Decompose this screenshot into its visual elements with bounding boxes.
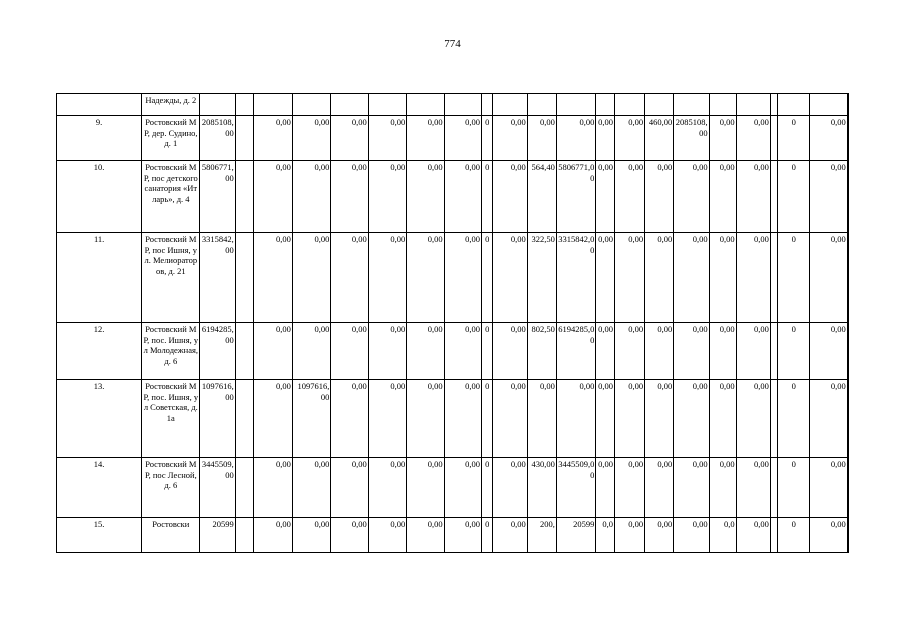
address-cell: Ростовский МР, дер. Судино, д. 1 (142, 116, 200, 161)
value-cell: 0,00 (493, 380, 527, 458)
value-cell: 0,00 (615, 380, 645, 458)
value-cell (235, 233, 254, 323)
value-cell: 0,00 (407, 161, 444, 233)
value-cell: 0,00 (368, 323, 406, 380)
value-cell (674, 94, 709, 116)
value-cell (444, 94, 481, 116)
row-number: 9. (57, 116, 142, 161)
value-cell: 0,00 (615, 323, 645, 380)
value-cell: 0 (482, 161, 493, 233)
value-cell: 0,00 (331, 518, 368, 553)
value-cell: 0,00 (444, 116, 481, 161)
value-cell: 0,00 (407, 380, 444, 458)
page-number: 774 (444, 38, 461, 50)
table-row (57, 161, 849, 233)
value-cell: 0,00 (810, 518, 847, 553)
value-cell: 0,00 (493, 233, 527, 323)
data-table (56, 93, 849, 553)
value-cell: 1097616,00 (292, 380, 330, 458)
value-cell: 0,00 (331, 233, 368, 323)
address-cell: Ростовский МР, пос детского санатория «Итларь», д. 4 (142, 161, 200, 233)
value-cell: 0,00 (736, 380, 770, 458)
table-row (57, 116, 849, 161)
value-cell: 0,00 (709, 323, 736, 380)
value-cell: 0,00 (444, 458, 481, 518)
value-cell: 0,00 (292, 161, 330, 233)
value-cell (645, 94, 674, 116)
value-cell: 200, (527, 518, 556, 553)
value-cell: 0,00 (368, 161, 406, 233)
value-cell (847, 518, 848, 553)
value-cell: 0,00 (292, 323, 330, 380)
value-cell: 0,00 (493, 518, 527, 553)
value-cell: 0,00 (596, 323, 615, 380)
value-cell: 0,00 (810, 323, 847, 380)
value-cell: 0,00 (254, 458, 292, 518)
value-cell: 0,00 (810, 116, 847, 161)
value-cell: 20599 (200, 518, 235, 553)
value-cell (709, 94, 736, 116)
value-cell: 0,00 (331, 116, 368, 161)
value-cell: 3445509,00 (556, 458, 595, 518)
value-cell: 322,50 (527, 233, 556, 323)
value-cell: 0,00 (736, 323, 770, 380)
row-number (57, 94, 142, 116)
value-cell: 0,00 (254, 116, 292, 161)
value-cell: 802,50 (527, 323, 556, 380)
value-cell: 0,00 (331, 380, 368, 458)
value-cell (235, 380, 254, 458)
value-cell: 0,00 (407, 518, 444, 553)
value-cell: 0,00 (527, 116, 556, 161)
value-cell: 0,00 (674, 323, 709, 380)
value-cell (847, 161, 848, 233)
value-cell: 0,00 (407, 458, 444, 518)
value-cell: 3315842,00 (556, 233, 595, 323)
value-cell (235, 323, 254, 380)
value-cell: 2085108,00 (674, 116, 709, 161)
value-cell: 0,00 (292, 458, 330, 518)
value-cell (235, 161, 254, 233)
value-cell: 3315842,00 (200, 233, 235, 323)
value-cell: 0,00 (709, 458, 736, 518)
value-cell: 0,00 (444, 323, 481, 380)
value-cell: 0,00 (368, 380, 406, 458)
table-row (57, 233, 849, 323)
value-cell: 0 (778, 518, 810, 553)
table-row (57, 518, 849, 553)
table-row (57, 380, 849, 458)
value-cell: 0,00 (368, 518, 406, 553)
value-cell (770, 380, 777, 458)
value-cell: 0,00 (556, 116, 595, 161)
value-cell: 0 (482, 116, 493, 161)
value-cell (847, 116, 848, 161)
row-number: 15. (57, 518, 142, 553)
value-cell: 0,00 (331, 161, 368, 233)
value-cell (482, 94, 493, 116)
value-cell: 3445509,00 (200, 458, 235, 518)
address-cell: Ростовский МР, пос Ишня, ул. Мелиораторов, д. 21 (142, 233, 200, 323)
value-cell: 0,00 (368, 116, 406, 161)
value-cell: 0 (778, 323, 810, 380)
value-cell: 0 (778, 458, 810, 518)
value-cell (235, 116, 254, 161)
value-cell (493, 94, 527, 116)
value-cell (847, 458, 848, 518)
value-cell: 0,00 (810, 380, 847, 458)
value-cell: 0,00 (736, 116, 770, 161)
value-cell (368, 94, 406, 116)
value-cell (770, 233, 777, 323)
value-cell: 0,00 (368, 458, 406, 518)
value-cell: 0,00 (493, 458, 527, 518)
address-cell: Надежды, д. 2 (142, 94, 200, 116)
value-cell: 0,00 (407, 233, 444, 323)
value-cell (770, 161, 777, 233)
value-cell: 0,00 (674, 380, 709, 458)
value-cell: 0,00 (493, 161, 527, 233)
address-cell: Ростовский МР, пос. Ишня, ул Советская, д. 1а (142, 380, 200, 458)
value-cell: 0,00 (674, 161, 709, 233)
value-cell (596, 94, 615, 116)
value-cell (847, 94, 848, 116)
value-cell: 0,00 (368, 233, 406, 323)
table-row (57, 323, 849, 380)
value-cell (200, 94, 235, 116)
value-cell: 5806771,00 (556, 161, 595, 233)
value-cell: 0,00 (292, 233, 330, 323)
value-cell (770, 116, 777, 161)
value-cell: 0 (778, 161, 810, 233)
row-number: 10. (57, 161, 142, 233)
value-cell: 1097616,00 (200, 380, 235, 458)
value-cell (615, 94, 645, 116)
value-cell: 0 (482, 458, 493, 518)
value-cell: 0,00 (596, 161, 615, 233)
table-row (57, 94, 849, 116)
value-cell: 0,00 (645, 380, 674, 458)
value-cell: 0,00 (615, 233, 645, 323)
value-cell: 0,00 (596, 458, 615, 518)
value-cell: 0,00 (527, 380, 556, 458)
value-cell: 0,00 (292, 518, 330, 553)
value-cell (331, 94, 368, 116)
value-cell: 0,00 (444, 161, 481, 233)
value-cell: 0,00 (407, 323, 444, 380)
value-cell: 0 (482, 380, 493, 458)
value-cell: 0,00 (493, 323, 527, 380)
value-cell (810, 94, 847, 116)
value-cell: 430,00 (527, 458, 556, 518)
value-cell: 0,00 (596, 116, 615, 161)
value-cell: 0 (482, 233, 493, 323)
value-cell: 0,00 (556, 380, 595, 458)
value-cell: 0,00 (292, 116, 330, 161)
value-cell: 0,00 (596, 233, 615, 323)
row-number: 11. (57, 233, 142, 323)
value-cell: 0,00 (444, 380, 481, 458)
value-cell: 0,00 (444, 233, 481, 323)
value-cell: 2085108,00 (200, 116, 235, 161)
value-cell: 0,00 (674, 458, 709, 518)
value-cell: 0,00 (810, 233, 847, 323)
value-cell (407, 94, 444, 116)
value-cell (235, 518, 254, 553)
value-cell: 0,00 (254, 161, 292, 233)
value-cell: 0,00 (254, 380, 292, 458)
value-cell: 0,00 (736, 518, 770, 553)
value-cell: 0,00 (615, 518, 645, 553)
value-cell: 0,00 (709, 380, 736, 458)
value-cell: 0,00 (709, 161, 736, 233)
value-cell: 0 (482, 323, 493, 380)
value-cell: 6194285,00 (200, 323, 235, 380)
value-cell: 0,00 (736, 161, 770, 233)
value-cell: 0 (482, 518, 493, 553)
value-cell (770, 518, 777, 553)
value-cell: 0,00 (645, 233, 674, 323)
value-cell: 0,00 (810, 458, 847, 518)
value-cell: 0,00 (254, 233, 292, 323)
table-row (57, 458, 849, 518)
value-cell: 0,00 (645, 161, 674, 233)
value-cell: 0,00 (810, 161, 847, 233)
value-cell: 0,00 (444, 518, 481, 553)
value-cell (778, 94, 810, 116)
address-cell: Ростовски (142, 518, 200, 553)
value-cell: 0,0 (596, 518, 615, 553)
value-cell (770, 94, 777, 116)
value-cell (235, 458, 254, 518)
value-cell: 0,00 (709, 116, 736, 161)
value-cell: 0,00 (674, 233, 709, 323)
value-cell: 460,00 (645, 116, 674, 161)
value-cell: 0 (778, 116, 810, 161)
value-cell: 0,00 (331, 323, 368, 380)
value-cell: 0,00 (596, 380, 615, 458)
address-cell: Ростовский МР, пос. Ишня, ул Молодежная, д. 6 (142, 323, 200, 380)
value-cell: 564,40 (527, 161, 556, 233)
value-cell (770, 323, 777, 380)
value-cell: 0,00 (645, 323, 674, 380)
value-cell: 0,00 (615, 161, 645, 233)
value-cell (235, 94, 254, 116)
value-cell (527, 94, 556, 116)
value-cell: 0 (778, 233, 810, 323)
value-cell (847, 380, 848, 458)
value-cell: 0,00 (493, 116, 527, 161)
value-cell: 0,00 (254, 518, 292, 553)
value-cell: 0,00 (615, 116, 645, 161)
row-number: 13. (57, 380, 142, 458)
value-cell: 0,00 (254, 323, 292, 380)
value-cell: 0 (778, 380, 810, 458)
value-cell: 0,00 (645, 518, 674, 553)
row-number: 14. (57, 458, 142, 518)
value-cell: 0,00 (736, 458, 770, 518)
value-cell: 20599 (556, 518, 595, 553)
value-cell: 0,00 (407, 116, 444, 161)
value-cell (254, 94, 292, 116)
value-cell: 0,0 (709, 518, 736, 553)
value-cell (847, 323, 848, 380)
value-cell: 0,00 (331, 458, 368, 518)
value-cell: 5806771,00 (200, 161, 235, 233)
row-number: 12. (57, 323, 142, 380)
value-cell: 6194285,00 (556, 323, 595, 380)
value-cell: 0,00 (736, 233, 770, 323)
value-cell (736, 94, 770, 116)
value-cell (847, 233, 848, 323)
address-cell: Ростовский МР, пос Лесной, д. 6 (142, 458, 200, 518)
value-cell (292, 94, 330, 116)
value-cell: 0,00 (674, 518, 709, 553)
value-cell: 0,00 (709, 233, 736, 323)
value-cell: 0,00 (615, 458, 645, 518)
value-cell (770, 458, 777, 518)
value-cell (556, 94, 595, 116)
value-cell: 0,00 (645, 458, 674, 518)
